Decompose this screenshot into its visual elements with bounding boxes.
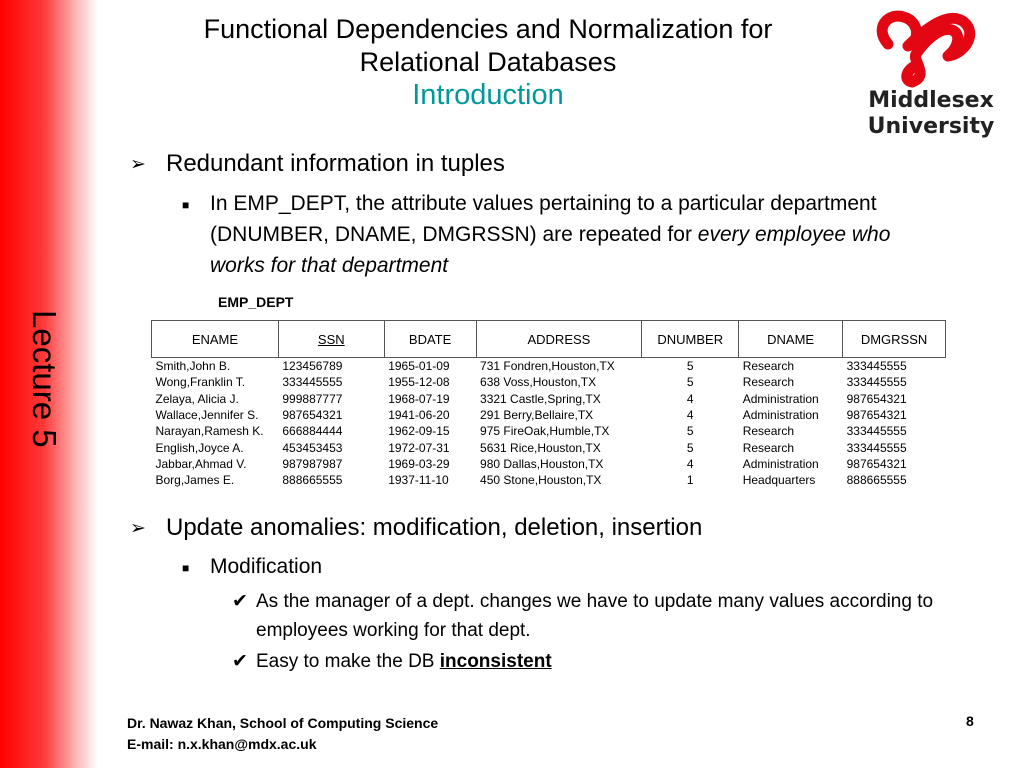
lecture-label: Lecture 5 bbox=[26, 310, 63, 448]
check-icon: ✔ bbox=[232, 591, 248, 612]
cell-dmgrssn: 987654321 bbox=[846, 391, 907, 406]
check-1-text: As the manager of a dept. changes we have to update many values according to employees working for that dept. bbox=[256, 591, 934, 641]
table-row bbox=[152, 374, 946, 390]
table-body bbox=[152, 358, 946, 489]
footer-author: Dr. Nawaz Khan, School of Computing Science bbox=[127, 715, 439, 731]
cell-bdate: 1972-07-31 bbox=[388, 440, 450, 455]
bullet-1-sub-italic: every employee who works for that department bbox=[210, 223, 891, 277]
cell-dnumber: 4 bbox=[686, 391, 694, 406]
cell-ssn: 987654321 bbox=[282, 408, 343, 423]
cell-bdate: 1968-07-19 bbox=[388, 391, 450, 406]
bullet-2-sub: Modification bbox=[210, 555, 323, 578]
cell-dmgrssn: 987654321 bbox=[846, 408, 907, 423]
emp-dept-table bbox=[151, 320, 946, 488]
cell-dnumber: 5 bbox=[686, 359, 694, 374]
square-bullet-icon: ■ bbox=[182, 198, 190, 212]
cell-ssn: 987987987 bbox=[282, 456, 343, 471]
cell-dname: Research bbox=[742, 375, 795, 390]
cell-ssn: 453453453 bbox=[282, 440, 343, 455]
cell-address: 731 Fondren,Houston,TX bbox=[480, 359, 615, 374]
cell-dmgrssn: 888665555 bbox=[846, 473, 907, 488]
cell-dmgrssn: 333445555 bbox=[846, 440, 907, 455]
header-dnumber: DNUMBER bbox=[642, 321, 739, 358]
cell-ename: Borg,James E. bbox=[155, 473, 235, 488]
cell-dname: Administration bbox=[742, 408, 819, 423]
cell-dname: Administration bbox=[742, 456, 819, 471]
cell-ename: English,Joyce A. bbox=[155, 440, 244, 455]
table-caption: EMP_DEPT bbox=[218, 294, 294, 310]
cell-dname: Research bbox=[742, 440, 795, 455]
cell-ename: Narayan,Ramesh K. bbox=[155, 424, 264, 439]
cell-address: 975 FireOak,Humble,TX bbox=[480, 424, 610, 439]
header-ename: ENAME bbox=[152, 321, 279, 358]
table-row bbox=[152, 358, 946, 375]
cell-dnumber: 5 bbox=[686, 424, 694, 439]
cell-dnumber: 4 bbox=[686, 408, 694, 423]
cell-ssn: 123456789 bbox=[282, 359, 343, 374]
logo-text bbox=[866, 88, 996, 140]
table-row bbox=[152, 407, 946, 423]
cell-bdate: 1962-09-15 bbox=[388, 424, 450, 439]
cell-dname: Research bbox=[742, 359, 795, 374]
title-line-2: Relational Databases bbox=[359, 47, 617, 77]
bullet-1-sub bbox=[210, 188, 950, 281]
cell-bdate: 1969-03-29 bbox=[388, 456, 450, 471]
cell-address: 5631 Rice,Houston,TX bbox=[480, 440, 601, 455]
check-2 bbox=[256, 647, 552, 676]
arrow-bullet-icon: ➢ bbox=[130, 154, 146, 175]
table-row bbox=[152, 472, 946, 488]
header-ssn bbox=[278, 321, 384, 358]
cell-dname: Research bbox=[742, 424, 795, 439]
cell-bdate: 1941-06-20 bbox=[388, 408, 450, 423]
cell-dname: Administration bbox=[742, 391, 819, 406]
cell-ssn: 666884444 bbox=[282, 424, 343, 439]
cell-dmgrssn: 333445555 bbox=[846, 359, 907, 374]
cell-address: 450 Stone,Houston,TX bbox=[480, 473, 602, 488]
table-row bbox=[152, 423, 946, 439]
table-header-row bbox=[152, 321, 946, 358]
cell-bdate: 1965-01-09 bbox=[388, 359, 450, 374]
arrow-bullet-icon: ➢ bbox=[130, 518, 146, 539]
inconsistent-emphasis: inconsistent bbox=[439, 651, 552, 672]
cell-dnumber: 5 bbox=[686, 440, 694, 455]
cell-dname: Headquarters bbox=[742, 473, 816, 488]
check-2-text: Easy to make the DB bbox=[256, 651, 435, 672]
check-icon: ✔ bbox=[232, 651, 248, 672]
bullet-1-sub-text: In EMP_DEPT, the attribute values pertaining to a particular department (DNUMBER, DNAME, DMGRSSN) are repeated for bbox=[210, 192, 877, 246]
cell-ename: Wallace,Jennifer S. bbox=[155, 408, 259, 423]
logo-line-1: Middlesex bbox=[868, 88, 994, 113]
cell-ename: Wong,Franklin T. bbox=[155, 375, 246, 390]
header-ssn-text: SSN bbox=[317, 331, 345, 347]
table-row bbox=[152, 439, 946, 455]
footer-email: E-mail: n.x.khan@mdx.ac.uk bbox=[127, 736, 317, 752]
header-dname: DNAME bbox=[739, 321, 843, 358]
cell-ename: Smith,John B. bbox=[155, 359, 231, 374]
cell-dnumber: 5 bbox=[686, 375, 694, 390]
title-line-1: Functional Dependencies and Normalization for bbox=[203, 14, 773, 44]
cell-dmgrssn: 333445555 bbox=[846, 424, 907, 439]
footer bbox=[127, 713, 438, 755]
page-number: 8 bbox=[966, 713, 974, 729]
logo-line-2: University bbox=[867, 114, 995, 139]
slide-title bbox=[150, 13, 826, 112]
cell-address: 291 Berry,Bellaire,TX bbox=[480, 408, 594, 423]
cell-bdate: 1937-11-10 bbox=[388, 473, 449, 488]
bullet-1-text: Redundant information in tuples bbox=[166, 150, 505, 177]
square-bullet-icon: ■ bbox=[182, 561, 190, 575]
table-row bbox=[152, 456, 946, 472]
header-dmgrssn: DMGRSSN bbox=[843, 321, 946, 358]
cell-ssn: 333445555 bbox=[282, 375, 343, 390]
bullet-2-text: Update anomalies: modification, deletion, insertion bbox=[166, 514, 703, 541]
cell-ename: Jabbar,Ahmad V. bbox=[155, 456, 247, 471]
cell-dmgrssn: 333445555 bbox=[846, 375, 907, 390]
cell-address: 638 Voss,Houston,TX bbox=[480, 375, 597, 390]
cell-bdate: 1955-12-08 bbox=[388, 375, 450, 390]
university-logo bbox=[866, 4, 996, 144]
header-address: ADDRESS bbox=[476, 321, 642, 358]
logo-mark-icon bbox=[866, 4, 996, 88]
cell-address: 3321 Castle,Spring,TX bbox=[480, 391, 601, 406]
table-row bbox=[152, 391, 946, 407]
cell-dnumber: 1 bbox=[686, 473, 694, 488]
cell-address: 980 Dallas,Houston,TX bbox=[480, 456, 604, 471]
cell-ssn: 888665555 bbox=[282, 473, 343, 488]
title-subtitle: Introduction bbox=[412, 79, 564, 111]
cell-dnumber: 4 bbox=[686, 456, 694, 471]
cell-ename: Zelaya, Alicia J. bbox=[155, 391, 239, 406]
cell-dmgrssn: 987654321 bbox=[846, 456, 907, 471]
header-bdate: BDATE bbox=[384, 321, 476, 358]
cell-ssn: 999887777 bbox=[282, 391, 343, 406]
